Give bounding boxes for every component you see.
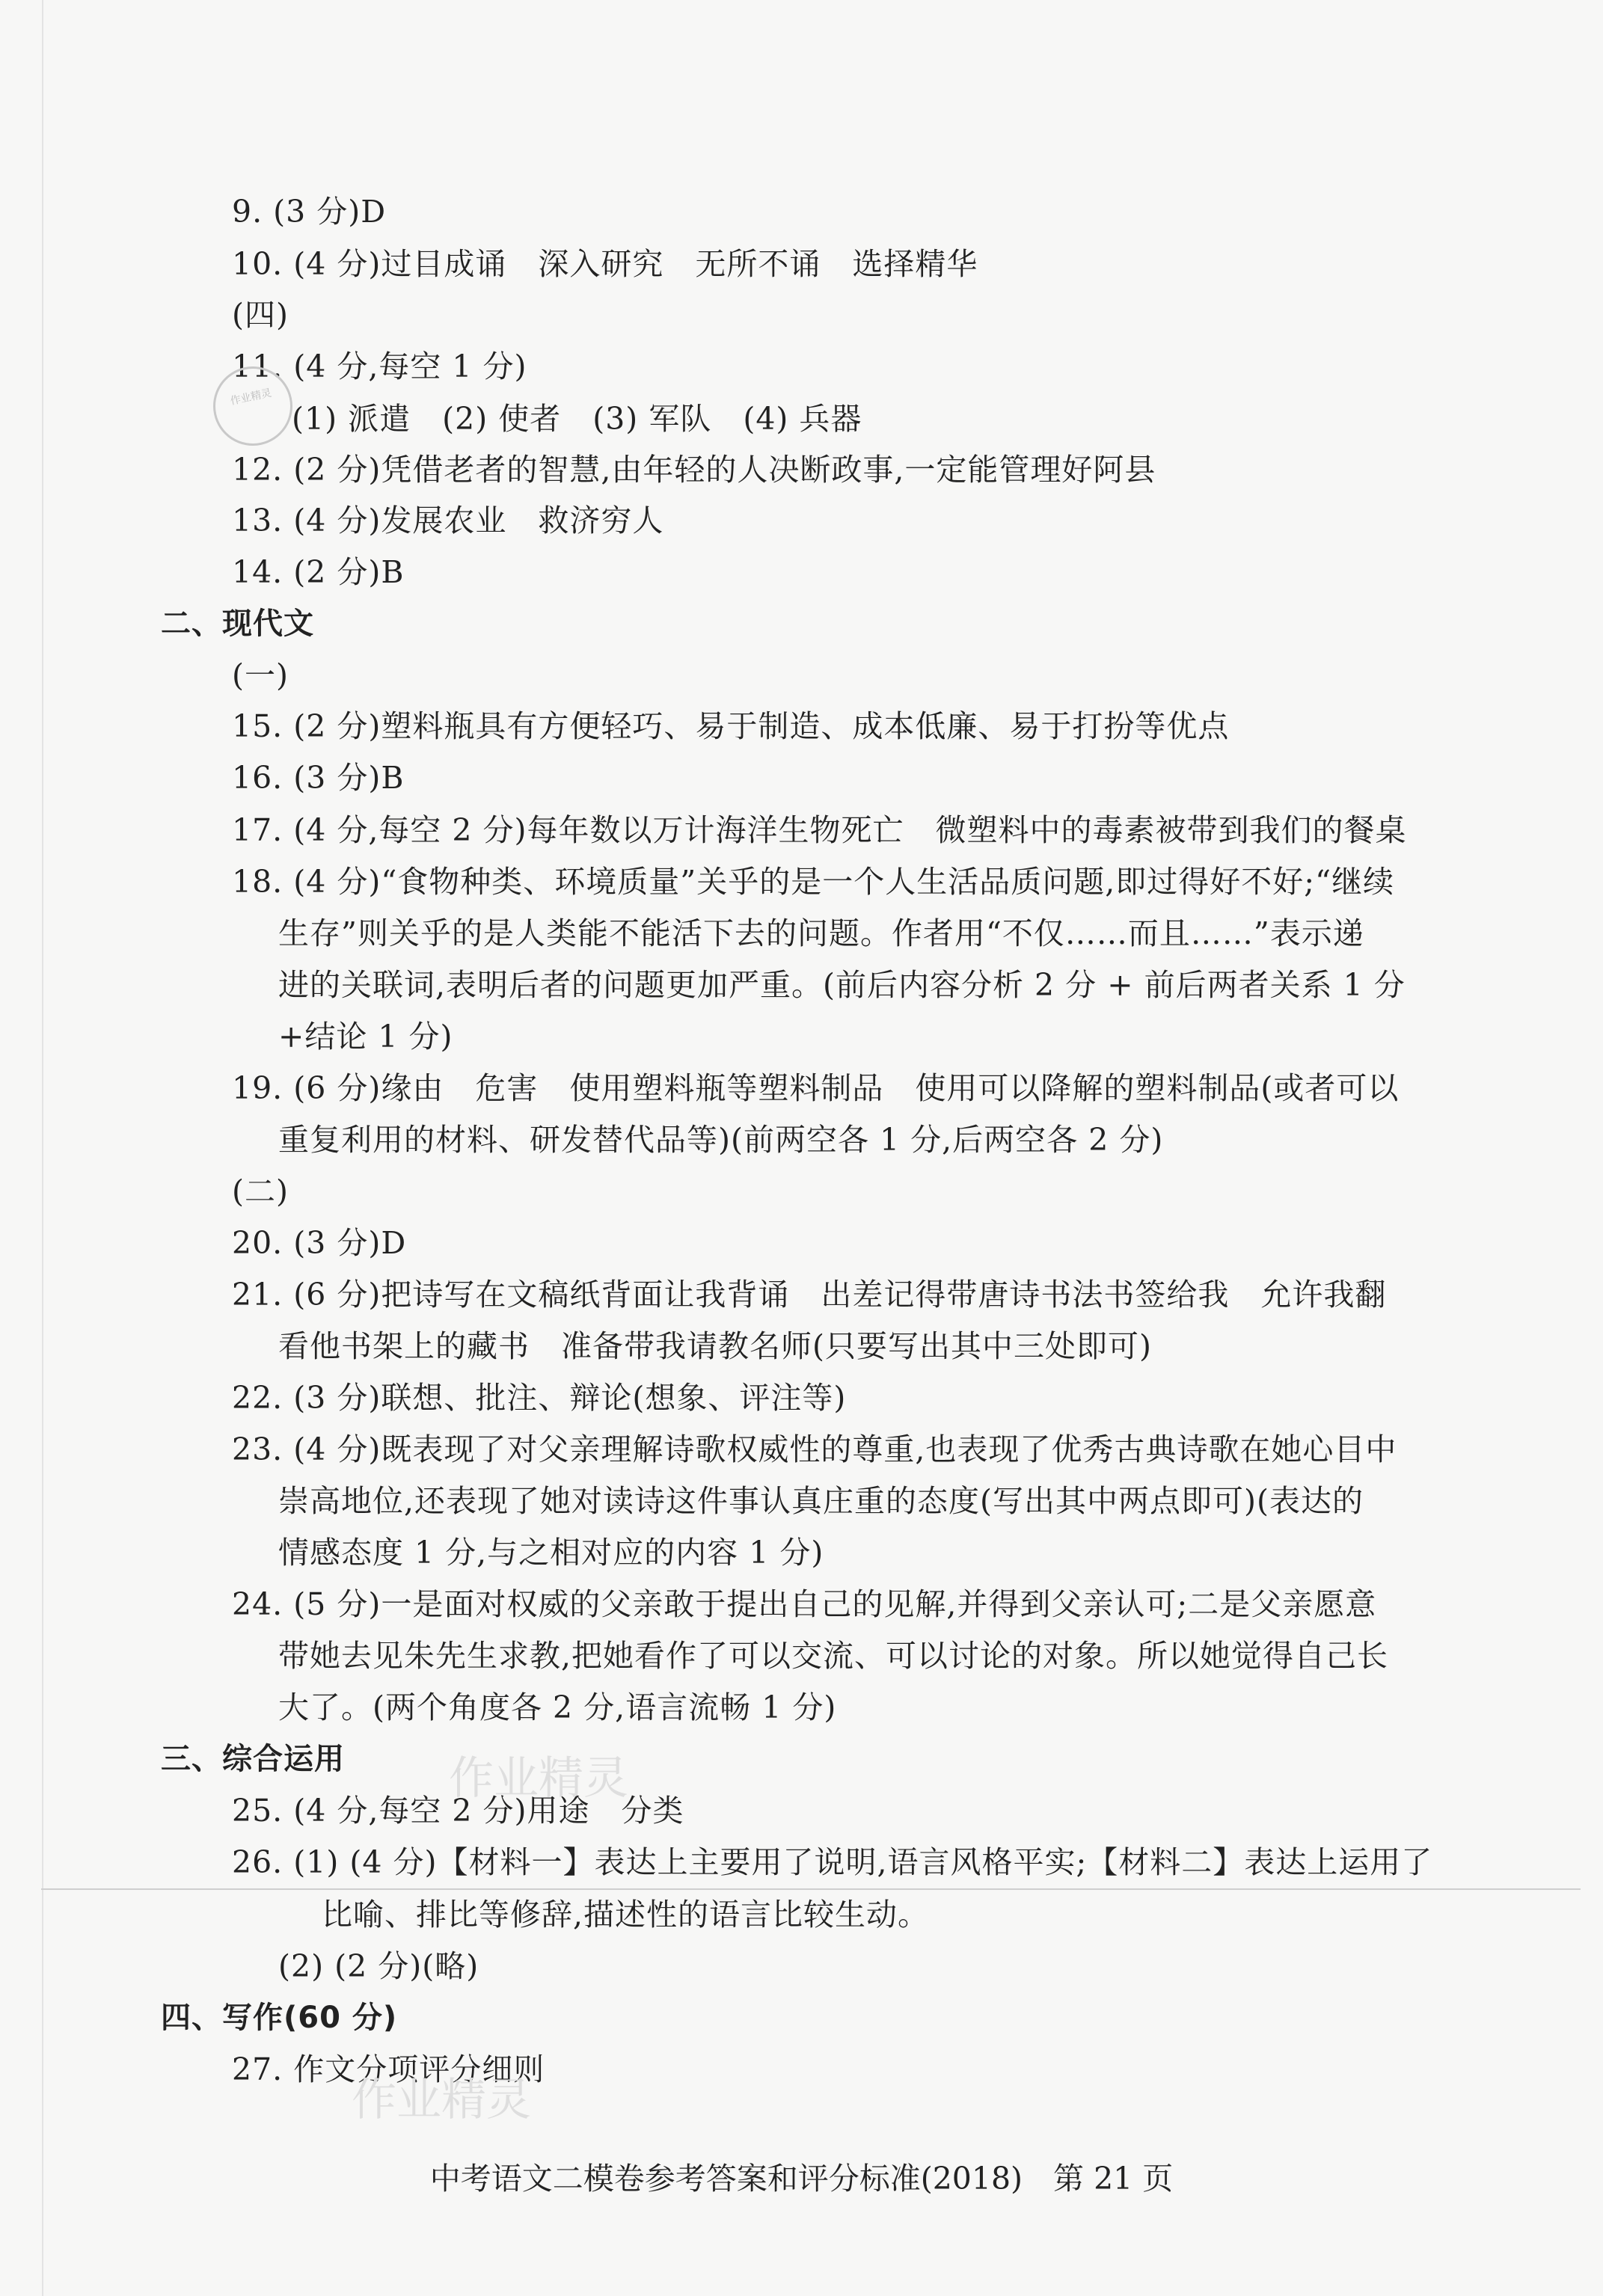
- answer-12: 12. (2 分)凭借老者的智慧,由年轻的人决断政事,一定能管理好阿县: [232, 452, 1156, 488]
- answer-21-line-2: 看他书架上的藏书 准备带我请教名师(只要写出其中三处即可): [278, 1328, 1152, 1364]
- answer-25: 25. (4 分,每空 2 分)用途 分类: [232, 1793, 684, 1829]
- answer-26-part-1-line-2: 比喻、排比等修辞,描述性的语言比较生动。: [322, 1897, 930, 1933]
- subsection-1-marker: (一): [232, 657, 289, 693]
- answer-24-line-1: 24. (5 分)一是面对权威的父亲敢于提出自己的见解,并得到父亲认可;二是父亲愿意: [232, 1586, 1377, 1622]
- section-heading-modern-text: 二、现代文: [161, 607, 314, 641]
- answer-23-line-3: 情感态度 1 分,与之相对应的内容 1 分): [278, 1535, 824, 1571]
- answer-13: 13. (4 分)发展农业 救济穷人: [232, 503, 664, 538]
- answer-21-line-1: 21. (6 分)把诗写在文稿纸背面让我背诵 出差记得带唐诗书法书签给我 允许我翻: [232, 1277, 1387, 1313]
- answer-18-line-3: 进的关联词,表明后者的问题更加严重。(前后内容分析 2 分 + 前后两者关系 1 分: [278, 967, 1406, 1003]
- section-4-marker: (四): [232, 297, 289, 333]
- section-heading-integrated-use: 三、综合运用: [161, 1742, 345, 1776]
- page-footer: 中考语文二模卷参考答案和评分标准(2018) 第 21 页: [429, 2161, 1174, 2197]
- scan-fold-line: [41, 1888, 1581, 1890]
- section-heading-writing: 四、写作(60 分): [161, 2001, 398, 2035]
- answer-9: 9. (3 分)D: [232, 194, 387, 230]
- answer-19-line-2: 重复利用的材料、研发替代品等)(前两空各 1 分,后两空各 2 分): [278, 1122, 1164, 1158]
- answer-18-line-1: 18. (4 分)“食物种类、环境质量”关乎的是一个人生活品质问题,即过得好不好;“继续: [232, 864, 1395, 900]
- answer-10: 10. (4 分)过目成诵 深入研究 无所不诵 选择精华: [232, 246, 978, 282]
- answer-24-line-2: 带她去见朱先生求教,把她看作了可以交流、可以讨论的对象。所以她觉得自己长: [278, 1638, 1389, 1674]
- answer-17: 17. (4 分,每空 2 分)每年数以万计海洋生物死亡 微塑料中的毒素被带到我们的餐桌: [232, 812, 1407, 848]
- answer-18-line-2: 生存”则关乎的是人类能不能活下去的问题。作者用“不仅……而且……”表示递: [278, 915, 1364, 951]
- answer-16: 16. (3 分)B: [232, 760, 405, 796]
- answer-19-line-1: 19. (6 分)缘由 危害 使用塑料瓶等塑料制品 使用可以降解的塑料制品(或者可以: [232, 1070, 1400, 1106]
- answer-26-part-2: (2) (2 分)(略): [278, 1948, 479, 1984]
- answer-11-items: (1) 派遣 (2) 使者 (3) 军队 (4) 兵器: [292, 401, 862, 437]
- answer-22: 22. (3 分)联想、批注、辩论(想象、评注等): [232, 1380, 847, 1416]
- answer-23-line-2: 崇高地位,还表现了她对读诗这件事认真庄重的态度(写出其中两点即可)(表达的: [278, 1483, 1364, 1519]
- answer-23-line-1: 23. (4 分)既表现了对父亲理解诗歌权威性的尊重,也表现了优秀古典诗歌在她心目中: [232, 1431, 1397, 1467]
- answer-24-line-3: 大了。(两个角度各 2 分,语言流畅 1 分): [278, 1689, 837, 1725]
- watermark-text-1: 作业精灵: [449, 1752, 628, 1805]
- answer-26-part-1-line-1: 26. (1) (4 分)【材料一】表达上主要用了说明,语言风格平实;【材料二】表达上运用了: [232, 1844, 1433, 1880]
- subsection-2-marker: (二): [232, 1173, 289, 1209]
- answer-11: 11. (4 分,每空 1 分): [232, 349, 527, 384]
- stamp-text: 作业精灵: [229, 387, 273, 408]
- page-edge: [42, 0, 43, 2296]
- answer-27: 27. 作文分项评分细则: [232, 2051, 545, 2087]
- answer-18-line-4: +结论 1 分): [278, 1019, 453, 1055]
- watermark-text-2: 作业精灵: [352, 2074, 531, 2126]
- answer-20: 20. (3 分)D: [232, 1225, 407, 1261]
- answer-14: 14. (2 分)B: [232, 554, 405, 590]
- answer-15: 15. (2 分)塑料瓶具有方便轻巧、易于制造、成本低廉、易于打扮等优点: [232, 708, 1230, 744]
